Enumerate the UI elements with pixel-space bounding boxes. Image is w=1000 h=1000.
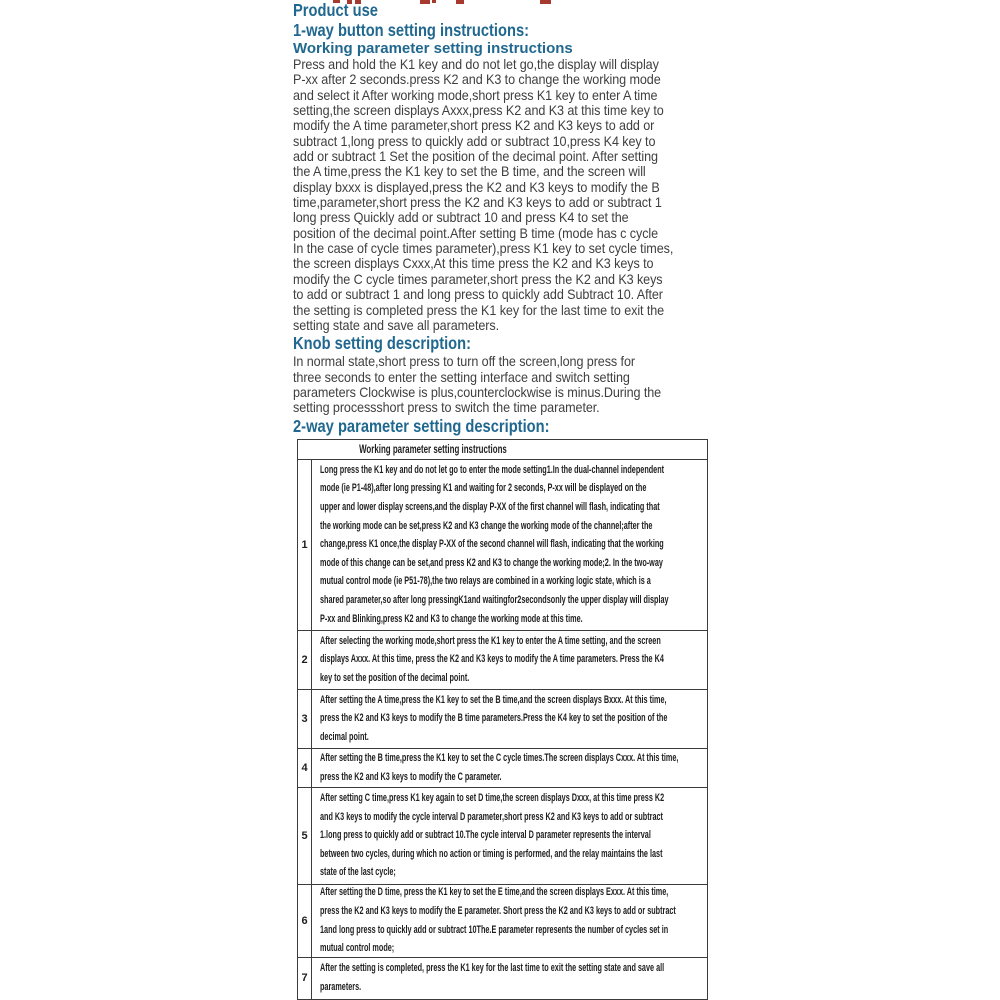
- table-row-number: 7: [298, 958, 312, 999]
- table-text-line: key to set the position of the decimal point.: [320, 671, 470, 684]
- table-row-number: 3: [298, 690, 312, 748]
- table-text-line: After setting the B time,press the K1 key to set the C cycle times.The screen displays Cxxx. At this time,: [320, 751, 679, 764]
- text-line: the A time,press the K1 key to set the B time, and the screen will: [293, 163, 646, 180]
- text-line: modify the A time parameter,short press K2 and K3 keys to add or: [293, 117, 655, 134]
- content-column: [293, 0, 713, 1000]
- text-line: long press Quickly add or subtract 10 and press K4 to set the: [293, 209, 629, 226]
- table-text-line: shared parameter,so after long pressingK1and waitingfor2secondsonly the upper display will display: [320, 594, 669, 607]
- table-header-row: [298, 440, 707, 460]
- text-line: add or subtract 1 Set the position of the decimal point. After setting: [293, 148, 658, 165]
- table-body: [298, 460, 707, 999]
- table-text-line: press the K2 and K3 keys to modify the E parameter. Short press the K2 and K3 keys to add or subtract: [320, 904, 676, 917]
- table-text-line: After setting C time,press K1 key again to set D time,the screen displays Dxxx, at this time press K2: [320, 792, 665, 805]
- table-text-line: displays Axxx. At this time, press the K2 and K3 keys to modify the A time parameters. Press the K4: [320, 653, 664, 666]
- text-line: modify the C cycle times parameter,short press the K2 and K3 keys: [293, 270, 663, 287]
- table-header-label: Working parameter setting instructions: [359, 442, 507, 457]
- table-text-line: Long press the K1 key and do not let go to enter the mode setting1.In the dual-channel independent: [320, 463, 665, 476]
- table-text-line: press the K2 and K3 keys to modify the C parameter.: [320, 770, 502, 783]
- table-row: [298, 631, 707, 690]
- text-line: the screen displays Cxxx,At this time press the K2 and K3 keys to: [293, 255, 654, 272]
- table-text-line: After setting the A time,press the K1 key to set the B time,and the screen displays Bxxx. At this time,: [320, 693, 667, 706]
- table-row-text: [312, 690, 707, 748]
- table-text-line: mode of this change can be set,and press K2 and K3 to change the working mode;2. In the two-way: [320, 556, 663, 569]
- text-line: P-xx after 2 seconds.press K2 and K3 to change the working mode: [293, 71, 661, 88]
- table-row-text: [312, 885, 707, 957]
- text-line: the setting is completed press the K1 key for the last time to exit the: [293, 301, 665, 318]
- table-row-text: [312, 631, 707, 689]
- text-line: setting processshort press to switch the time parameter.: [293, 399, 600, 416]
- table-text-line: mode (ie P1-48),after long pressing K1 and waiting for 2 seconds, P-xx will be displayed on the: [320, 482, 647, 495]
- table-row-number: 5: [298, 788, 312, 884]
- table-row-text: [312, 958, 707, 999]
- table-text-line: change,press K1 once,the display P-XX of the second channel will flash, indicating that the working: [320, 538, 664, 551]
- table-row-text: [312, 460, 707, 630]
- table-text-line: and K3 keys to modify the cycle interval D parameter,short press K2 and K3 keys to add or subtract: [320, 810, 663, 823]
- subheading-working-parameter-setting: Working parameter setting instructions: [293, 40, 573, 57]
- table-text-line: After selecting the working mode,short press the K1 key to enter the A time setting, and the screen: [320, 634, 661, 647]
- table-row-text: [312, 749, 707, 787]
- table-text-line: After the setting is completed, press the K1 key for the last time to exit the setting state and save all: [320, 962, 665, 975]
- text-line: Press and hold the K1 key and do not let go,the display will display: [293, 56, 659, 72]
- table-row: [298, 690, 707, 749]
- table-row-number: 1: [298, 460, 312, 630]
- text-line: to add or subtract 1 and long press to quickly add Subtract 10. After: [293, 286, 663, 303]
- text-line: setting state and save all parameters.: [293, 316, 500, 333]
- table-text-line: press the K2 and K3 keys to modify the B time parameters.Press the K4 key to set the position of the: [320, 712, 668, 725]
- heading-knob-setting: Knob setting description:: [293, 333, 472, 354]
- heading-product-use: Product use: [293, 0, 378, 20]
- table-text-line: state of the last cycle;: [320, 866, 396, 879]
- text-line: In normal state,short press to turn off the screen,long press for: [293, 353, 635, 370]
- text-line: three seconds to enter the setting interface and switch setting: [293, 368, 630, 385]
- table-text-line: mutual control mode (ie P51-78),the two relays are combined in a working logic state, which is a: [320, 575, 651, 588]
- text-line: setting,the screen displays Axxx,press K2 and K3 at this time key to: [293, 102, 664, 119]
- table-row-text: [312, 788, 707, 884]
- table-row: [298, 749, 707, 788]
- heading-2-way-parameter-setting: 2-way parameter setting description:: [293, 415, 550, 436]
- table-text-line: After setting the D time, press the K1 key to set the E time,and the screen displays Exxx. At this time,: [320, 886, 669, 899]
- table-text-line: the working mode can be set,press K2 and K3 change the working mode of the channel;after the: [320, 519, 653, 532]
- paragraph-knob-setting: [293, 354, 713, 415]
- table-text-line: 1.long press to quickly add or subtract 10.The cycle interval D parameter represents the interval: [320, 829, 651, 842]
- table-text-line: parameters.: [320, 981, 362, 994]
- parameter-setting-table: [297, 439, 708, 1000]
- paragraph-working-parameter-instructions: [293, 57, 713, 333]
- table-text-line: between two cycles, during which no action or timing is performed, and the relay maintains the last: [320, 847, 663, 860]
- table-text-line: mutual control mode;: [320, 942, 395, 955]
- table-text-line: P-xx and Blinking,press K2 and K3 to change the working mode at this time.: [320, 612, 583, 625]
- table-text-line: upper and lower display screens,and the display P-XX of the first channel will flash, indicating that: [320, 501, 660, 514]
- text-line: position of the decimal point.After setting B time (mode has c cycle: [293, 224, 659, 241]
- heading-1-way-button-setting: 1-way button setting instructions:: [293, 20, 530, 40]
- text-line: time,parameter,short press the K2 and K3 keys to add or subtract 1: [293, 194, 662, 211]
- text-line: parameters Clockwise is plus,counterclockwise is minus.During the: [293, 383, 662, 400]
- table-row-number: 2: [298, 631, 312, 689]
- text-line: and select it After working mode,short press K1 key to enter A time: [293, 86, 658, 103]
- table-text-line: 1and long press to quickly add or subtract 10The.E parameter represents the number of cycles set in: [320, 923, 669, 936]
- table-row: [298, 460, 707, 631]
- text-line: subtract 1,long press to quickly add or subtract 10,press K4 key to: [293, 132, 656, 149]
- table-row: [298, 788, 707, 885]
- text-line: In the case of cycle times parameter),press K1 key to set cycle times,: [293, 240, 674, 257]
- text-line: display bxxx is displayed,press the K2 and K3 keys to modify the B: [293, 178, 660, 195]
- table-row-number: 4: [298, 749, 312, 787]
- table-row-number: 6: [298, 885, 312, 957]
- table-row: [298, 958, 707, 999]
- table-text-line: decimal point.: [320, 730, 369, 743]
- table-row: [298, 885, 707, 958]
